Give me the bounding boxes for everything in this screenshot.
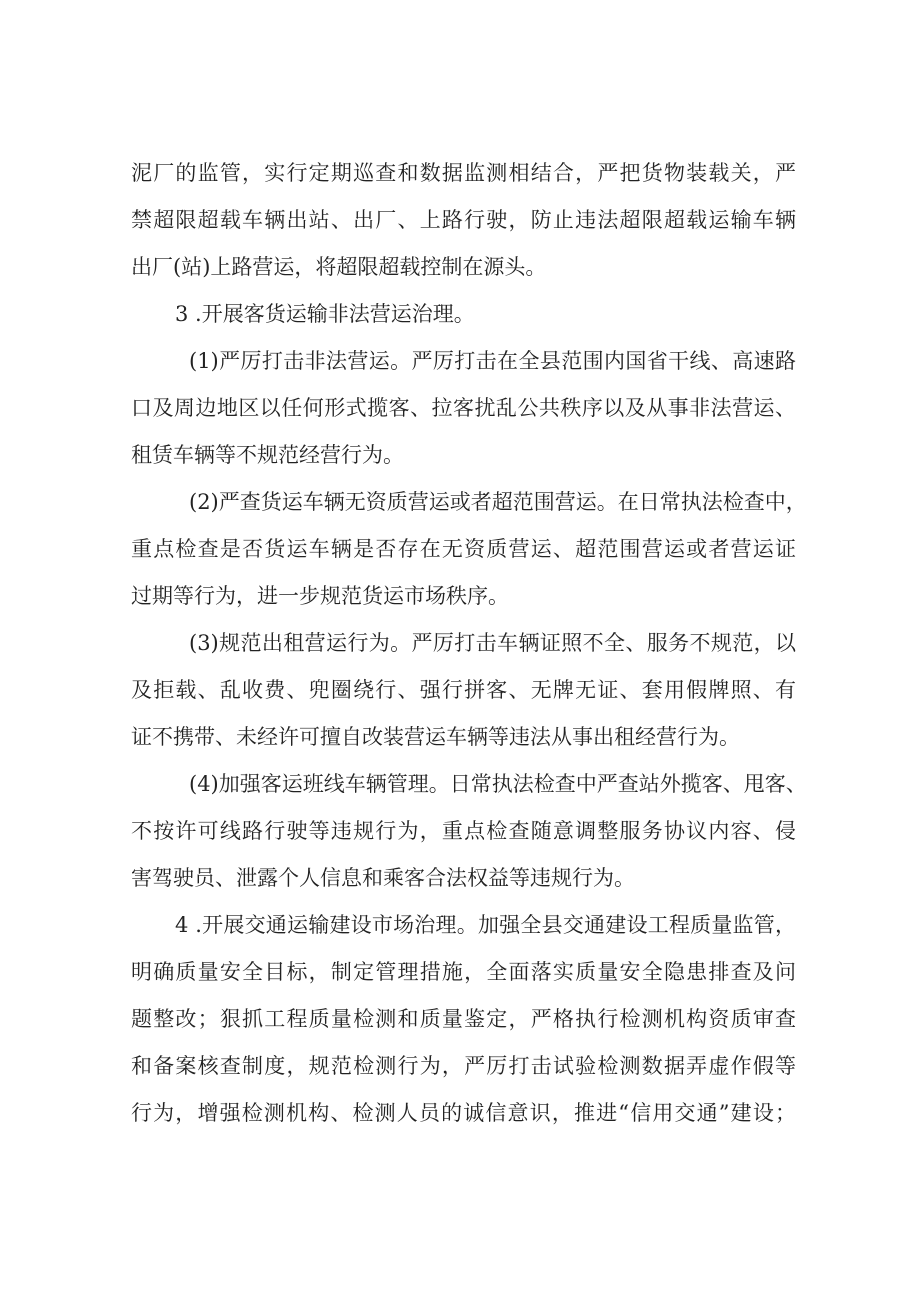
section-heading-4-paragraph [131,902,796,1137]
text-line: 及拒载、乱收费、兜圈绕行、强行拼客、无牌无证、套用假牌照、有 [131,678,796,702]
text-line: 明确质量安全目标，制定管理措施，全面落实质量安全隐患排查及问 [131,960,796,984]
paragraph-item-4 [131,761,807,902]
text-line: 害驾驶员、泄露个人信息和乘客合法权益等违规行为。 [131,866,635,890]
text-line: 过期等行为，进一步规范货运市场秩序。 [131,584,509,608]
text-line: 3 .开展客货运输非法营运治理。 [175,302,475,326]
section-heading-3 [131,291,796,338]
text-line: (2)严查货运车辆无资质营运或者超范围营运。在日常执法检查中， [189,490,807,514]
text-line: 口及周边地区以任何形式揽客、拉客扰乱公共秩序以及从事非法营运、 [131,396,796,420]
text-line: 题整改；狠抓工程质量检测和质量鉴定，严格执行检测机构资质审查 [131,1007,796,1031]
paragraph-item-1 [131,338,796,479]
text-line: 行为，增强检测机构、检测人员的诚信意识，推进“信用交通”建设； [131,1101,796,1125]
text-line: 4 .开展交通运输建设市场治理。加强全县交通建设工程质量监管， [175,913,796,937]
text-line: (4)加强客运班线车辆管理。日常执法检查中严查站外揽客、甩客、 [189,772,807,796]
text-line: 泥厂的监管，实行定期巡查和数据监测相结合，严把货物装载关，严 [131,161,796,185]
paragraph-item-2 [131,479,807,620]
text-line: 重点检查是否货运车辆是否存在无资质营运、超范围营运或者营运证 [131,537,796,561]
text-line: 和备案核查制度，规范检测行为，严厉打击试验检测数据弄虚作假等 [131,1054,796,1078]
text-line: 出厂(站)上路营运，将超限超载控制在源头。 [131,255,547,279]
text-line: (1)严厉打击非法营运。严厉打击在全县范围内国省干线、高速路 [189,349,796,373]
paragraph-item-3 [131,620,796,761]
text-line: (3)规范出租营运行为。严厉打击车辆证照不全、服务不规范，以 [189,631,796,655]
text-line: 不按许可线路行驶等违规行为，重点检查随意调整服务协议内容、侵 [131,819,796,843]
document-body [131,150,807,1137]
text-line: 证不携带、未经许可擅自改装营运车辆等违法从事出租经营行为。 [131,725,740,749]
text-line: 租赁车辆等不规范经营行为。 [131,443,404,467]
text-line: 禁超限超载车辆出站、出厂、上路行驶，防止违法超限超载运输车辆 [131,208,796,232]
paragraph-continuation [131,150,796,291]
